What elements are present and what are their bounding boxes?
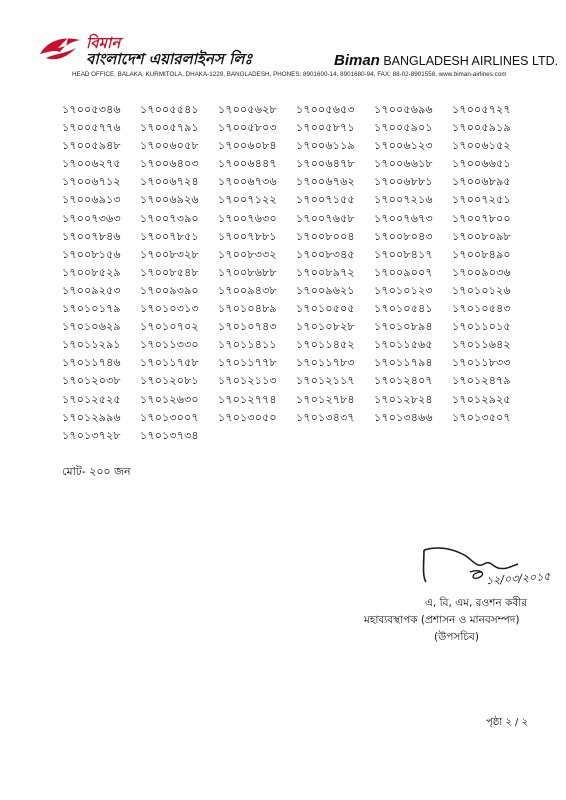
roll-number-cell: ১৭০০৮৬৮৮ — [218, 265, 277, 279]
roll-number-cell: ১৭০০৬৪০৩ — [140, 157, 199, 171]
roll-number-cell: ১৭০১১৭৪৬ — [62, 356, 121, 370]
roll-number-cell: ১৭০০৬০৫৮ — [140, 139, 199, 153]
roll-number-cell: ১৭০০৭১২২ — [218, 193, 277, 207]
roll-number-cell: ১৭০০৮০৪৩ — [374, 229, 433, 243]
roll-number-cell: ১৭০০৯০৩৬ — [452, 265, 511, 279]
roll-number-cell: ১৭০০৯২৫৩ — [62, 283, 121, 297]
roll-number-cell: ১৭০০৭২১৬ — [374, 193, 433, 207]
roll-number-cell: ১৭০১২৪৭৯ — [452, 374, 511, 388]
english-company-name — [334, 52, 558, 69]
roll-number-cell: ১৭০০৬৭৩৬ — [218, 175, 277, 189]
roll-number-cell: ১৭০০৭৮০০ — [452, 211, 511, 225]
roll-number-cell: ১৭০০৬১৫২ — [452, 139, 511, 153]
roll-number-cell: ১৭০০৫৩৪৬ — [62, 103, 121, 116]
roll-number-cell: ১৭০০৮৩২৮ — [140, 247, 199, 261]
roll-number-cell: ১৭০১৩৭২৮ — [62, 428, 121, 442]
roll-number-cell: ১৭০০৮০০৪ — [296, 229, 355, 243]
roll-number-cell: ১৭০১১৪৫২ — [296, 338, 355, 352]
roll-number-cell: ১৭০০৯৬২১ — [296, 283, 355, 297]
roll-number-cell: ১৭০১০৬২৯ — [62, 320, 121, 334]
roll-number-cell: ১৭০০৫৭৭৬ — [62, 121, 121, 135]
roll-number-cell: ১৭০০৮৫২৯ — [62, 265, 121, 279]
roll-number-cell: ১৭০০৫৯১৯ — [452, 121, 511, 135]
roll-number-cell: ১৭০০৮১৫৬ — [62, 247, 121, 261]
roll-number-cell: ১৭০১১৭৮৩ — [296, 356, 355, 370]
roll-number-cell: ১৭০১০৪৮৯ — [218, 302, 277, 316]
bangla-company-name: বাংলাদেশ এয়ারলাইনস লিঃ — [86, 50, 253, 68]
roll-number-cell: ১৭০০৮৫৪৮ — [140, 265, 199, 279]
roll-number-cell: ১৭০০৭২৫১ — [452, 193, 511, 207]
roll-number-cell: ১৭০১২৭৭৪ — [218, 392, 277, 406]
roll-number-cell: ১৭০০৬৭৬২ — [296, 175, 355, 189]
roll-number-cell: ১৭০১১৩৩০ — [140, 338, 199, 352]
roll-number-cell: ১৭০০৬৮৯৫ — [452, 175, 511, 189]
roll-number-cell: ১৭০০৭৬৩০ — [218, 211, 277, 225]
roll-number-cell: ১৭০১০৩১৩ — [140, 302, 199, 316]
page-number: পৃষ্ঠা ২ / ২ — [486, 717, 529, 728]
roll-number-cell: ১৭০০৬৯১৩ — [62, 193, 121, 207]
roll-number-cell: ১৭০১৩৭৩৪ — [140, 428, 199, 442]
bangla-brand-name: বিমান — [86, 34, 121, 52]
roll-number-cell: ১৭০১১৮৩৩ — [452, 356, 511, 370]
signature-date: ১২/০৩/২০১৫ — [485, 569, 551, 588]
roll-number-cell: ১৭০০৭৮৫১ — [140, 229, 199, 243]
signatory-title: মহাব্যবস্থাপক (প্রশাসন ও মানবসম্পদ) — [364, 614, 520, 626]
roll-number-cell: ১৭০০৬৭২৪ — [140, 175, 199, 189]
roll-number-cell: ১৭০০৭৩৯০ — [140, 211, 199, 225]
roll-number-cell: ১৭০১২১১৭ — [296, 374, 355, 388]
roll-number-cell: ১৭০০৫৭৯১ — [140, 121, 199, 135]
roll-number-cell: ১৭০১০১২৬ — [452, 283, 511, 297]
roll-number-grid — [62, 101, 532, 445]
roll-number-cell: ১৭০১৩০৫০ — [218, 410, 277, 424]
head-office-address: HEAD OFFICE, BALAKA, KURMITOLA, DHAKA-1229, BANGLADESH, PHONES: 8901600-14, 8901680-94, FAX: 88-02-8901558, www.biman-airlines.com — [72, 71, 507, 78]
roll-number-cell: ১৭০০৮৪১৭ — [374, 247, 433, 261]
roll-number-cell: ১৭০১২৯২৫ — [452, 392, 511, 406]
roll-number-cell: ১৭০০৫৬২৮ — [218, 103, 277, 116]
roll-number-cell: ১৭০১০৫০৫ — [296, 302, 355, 316]
roll-number-cell: ১৭০১০৮২৮ — [296, 320, 355, 334]
roll-number-cell: ১৭০০৬৪৭৮ — [296, 157, 355, 171]
roll-number-cell: ১৭০১০৮৯৪ — [374, 320, 433, 334]
roll-number-cell: ১৭০১১৪১১ — [218, 338, 277, 352]
biman-logo-icon — [38, 34, 82, 68]
roll-number-cell: ১৭০১২৭৮৪ — [296, 392, 355, 406]
roll-number-cell: ১৭০০৫৬৫৩ — [296, 103, 355, 116]
roll-number-cell: ১৭০০৫৫৪১ — [140, 103, 199, 116]
roll-number-cell: ১৭০১০১৭৯ — [62, 302, 121, 316]
roll-number-cell: ১৭০০৮৯৭২ — [296, 265, 355, 279]
roll-number-cell: ১৭০১২৮২৪ — [374, 392, 433, 406]
roll-number-cell: ১৭০০৬৭১২ — [62, 175, 121, 189]
roll-number-cell: ১৭০০৬১২৩ — [374, 139, 433, 153]
roll-number-cell: ১৭০১২০৮১ — [140, 374, 199, 388]
roll-number-cell: ১৭০০৮৩৩২ — [218, 247, 277, 261]
roll-number-cell: ১৭০১২৪০৭ — [374, 374, 433, 388]
roll-number-cell: ১৭০০৫৯৪৮ — [62, 139, 121, 153]
roll-number-cell: ১৭০০৬১১৯ — [296, 139, 355, 153]
roll-number-cell: ১৭০১০৭৪৩ — [218, 320, 277, 334]
roll-number-cell: ১৭০০৫৯০১ — [374, 121, 433, 135]
roll-number-cell: ১৭০১১৭৭৮ — [218, 356, 277, 370]
roll-number-cell: ১৭০০৬৪৪৭ — [218, 157, 277, 171]
roll-number-cell: ১৭০০৭৮৪৬ — [62, 229, 121, 243]
roll-number-cell: ১৭০১২৯৯৬ — [62, 410, 121, 424]
roll-number-cell: ১৭০১০১২৩ — [374, 283, 433, 297]
roll-number-cell: ১৭০১১৫৬৫ — [374, 338, 433, 352]
roll-number-cell: ১৭০১১৭৯৪ — [374, 356, 433, 370]
signatory-name: এ, বি, এম, রওশন কবীর — [425, 597, 527, 609]
roll-number-cell: ১৭০১২৬৩০ — [140, 392, 199, 406]
roll-number-cell: ১৭০১১৭৫৮ — [140, 356, 199, 370]
roll-number-cell: ১৭০১২১১৩ — [218, 374, 277, 388]
roll-number-cell: ১৭০০৬৮৮১ — [374, 175, 433, 189]
roll-number-cell: ১৭০০৬৬১৮ — [374, 157, 433, 171]
english-brand: Biman — [334, 52, 380, 69]
roll-number-cell: ১৭০০৮৩৪৫ — [296, 247, 355, 261]
roll-number-cell: ১৭০১০৫৪১ — [374, 302, 433, 316]
roll-number-cell: ১৭০০৫৮৭১ — [296, 121, 355, 135]
roll-number-cell: ১৭০১৩৫০৭ — [452, 410, 511, 424]
roll-number-cell: ১৭০১২০৩৮ — [62, 374, 121, 388]
total-count: মোট- ২০০ জন — [62, 465, 131, 478]
roll-number-cell: ১৭০০৯৪৩৮ — [218, 283, 277, 297]
roll-number-cell: ১৭০০৬৯২৬ — [140, 193, 199, 207]
roll-number-cell: ১৭০১১২৯১ — [62, 338, 121, 352]
roll-number-cell: ১৭০০৫৬৯৬ — [374, 103, 433, 116]
roll-number-cell: ১৭০১১০১৫ — [452, 320, 511, 334]
roll-number-cell: ১৭০১৩৪৩৭ — [296, 410, 355, 424]
roll-number-cell: ১৭০০৫৭২৭ — [452, 103, 511, 116]
roll-number-cell: ১৭০০৮৪৯০ — [452, 247, 511, 261]
roll-number-cell: ১৭০১০৫৪৩ — [452, 302, 511, 316]
roll-number-cell: ১৭০০৭১৫৫ — [296, 193, 355, 207]
signatory-rank: (উপসচিব) — [434, 631, 479, 643]
roll-number-cell: ১৭০০৭৩৬৩ — [62, 211, 121, 225]
roll-number-cell: ১৭০১৩০০৭ — [140, 410, 199, 424]
letterhead — [38, 32, 559, 80]
roll-number-cell: ১৭০০৬২৭৫ — [62, 157, 121, 171]
roll-number-cell: ১৭০১১৬৪২ — [452, 338, 511, 352]
roll-number-cell: ১৭০০৭৬৭৩ — [374, 211, 433, 225]
roll-number-cell: ১৭০০৯০০৭ — [374, 265, 433, 279]
english-company-rest: BANGLADESH AIRLINES LTD. — [383, 54, 559, 68]
roll-number-cell: ১৭০০৬৬৫১ — [452, 157, 511, 171]
roll-number-cell: ১৭০১০৭০২ — [140, 320, 199, 334]
roll-number-cell: ১৭০১২৫২৫ — [62, 392, 121, 406]
roll-number-cell: ১৭০০৭৮৮১ — [218, 229, 277, 243]
roll-number-cell: ১৭০০৫৮০৩ — [218, 121, 277, 135]
roll-number-cell: ১৭০০৯৩৯০ — [140, 283, 199, 297]
roll-number-cell: ১৭০০৮০৯৮ — [452, 229, 511, 243]
roll-number-cell: ১৭০১৩৪৬৬ — [374, 410, 433, 424]
roll-number-cell: ১৭০০৬০৮৪ — [218, 139, 277, 153]
roll-number-cell: ১৭০০৭৬৫৮ — [296, 211, 355, 225]
